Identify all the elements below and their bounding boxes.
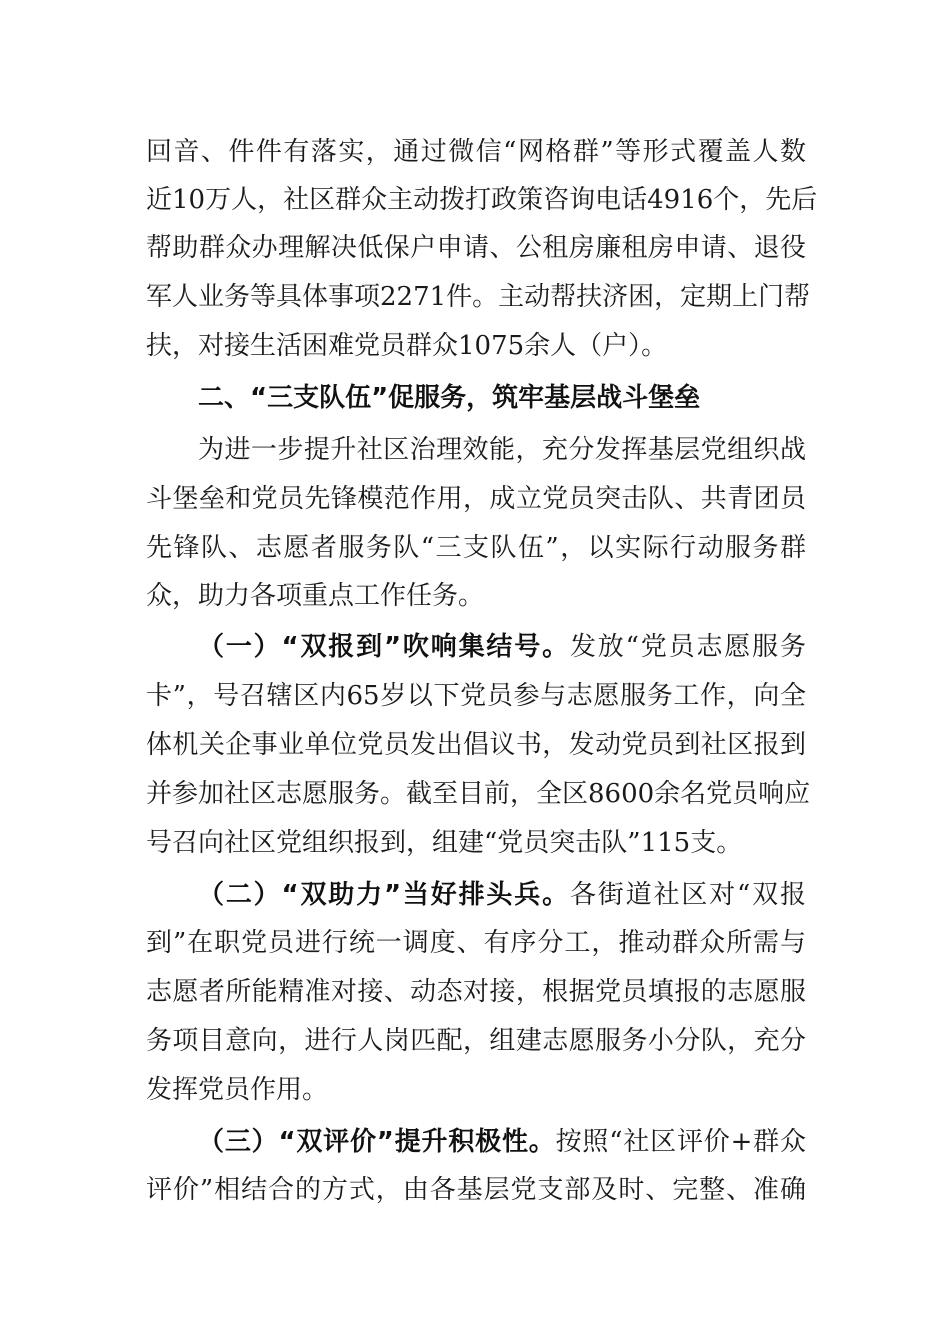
body-text-line: 体机关企事业单位党员发出倡议书，发动党员到社区报到 — [146, 730, 806, 760]
subsection-1-title: （一）“双报到”吹响集结号。 — [198, 632, 570, 662]
body-text-line: 到”在职党员进行统一调度、有序分工，推动群众所需与 — [146, 928, 806, 958]
subsection-2-first-line — [198, 879, 806, 911]
body-text-line: 扶，对接生活困难党员群众1075余人（户）。 — [146, 331, 668, 361]
body-text-line: 回音、件件有落实，通过微信“网格群”等形式覆盖人数 — [146, 137, 806, 167]
body-text-line: 发挥党员作用。 — [146, 1075, 329, 1105]
body-text-line: 志愿者所能精准对接、动态对接，根据党员填报的志愿服 — [146, 977, 806, 1007]
body-text-line: 帮助群众办理解决低保户申请、公租房廉租房申请、退役 — [146, 233, 806, 263]
subsection-1-first-line — [198, 631, 806, 663]
subsection-3-text: 按照“社区评价+群众 — [555, 1127, 807, 1157]
subsection-3-first-line — [198, 1126, 806, 1158]
body-text-line: 斗堡垒和党员先锋模范作用，成立党员突击队、共青团员 — [146, 484, 806, 514]
body-text-line: 军人业务等具体事项2271件。主动帮扶济困，定期上门帮 — [146, 282, 811, 312]
subsection-2-text: 各街道社区对“双报 — [569, 880, 806, 910]
subsection-3-title: （三）“双评价”提升积极性。 — [198, 1127, 556, 1157]
subsection-2-title: （二）“双助力”当好排头兵。 — [198, 880, 570, 910]
body-text-line: 并参加社区志愿服务。截至目前，全区8600余名党员响应 — [146, 779, 811, 809]
body-text-line: 众，助力各项重点工作任务。 — [146, 581, 485, 611]
subsection-1-text: 发放“党员志愿服务 — [569, 632, 806, 662]
body-text-line: 近10万人，社区群众主动拨打政策咨询电话4916个，先后 — [146, 185, 818, 215]
body-text-line: 评价”相结合的方式，由各基层党支部及时、完整、准确 — [146, 1175, 806, 1205]
body-text-line: 号召向社区党组织报到，组建“党员突击队”115支。 — [146, 828, 743, 858]
body-text-line: 为进一步提升社区治理效能，充分发挥基层党组织战 — [198, 435, 806, 465]
body-text-line: 卡”，号召辖区内65岁以下党员参与志愿服务工作，向全 — [146, 681, 806, 711]
body-text-line: 务项目意向，进行人岗匹配，组建志愿服务小分队，充分 — [146, 1026, 806, 1056]
section-heading: 二、“三支队伍”促服务，筑牢基层战斗堡垒 — [198, 383, 701, 413]
body-text-line: 先锋队、志愿者服务队“三支队伍”，以实际行动服务群 — [146, 533, 806, 563]
